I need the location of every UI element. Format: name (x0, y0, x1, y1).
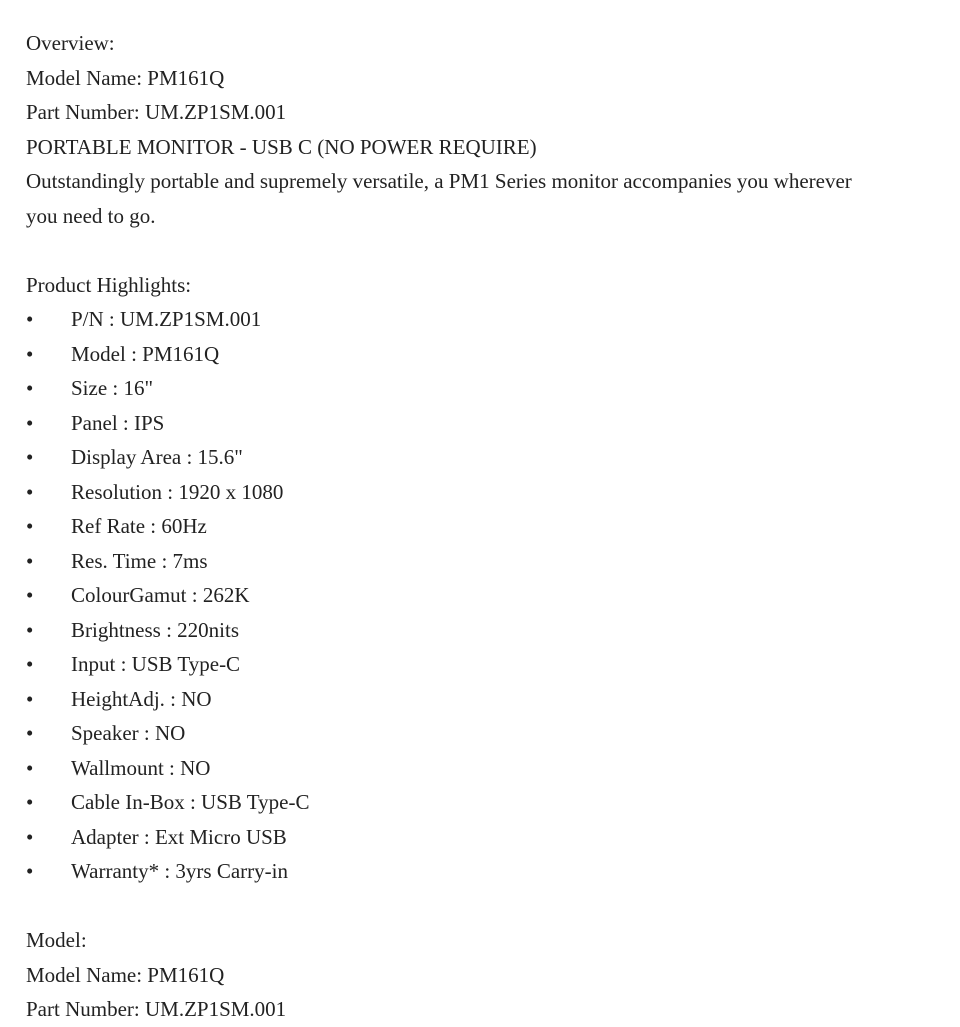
highlight-item-text: Model : PM161Q (71, 341, 220, 366)
model-model-name: Model Name: PM161Q (26, 962, 225, 987)
highlight-item-text: HeightAdj. : NO (71, 686, 212, 711)
product-title: PORTABLE MONITOR - USB C (NO POWER REQUIRE) (26, 134, 537, 159)
highlight-item (26, 371, 926, 406)
overview-part-number: Part Number: UM.ZP1SM.001 (26, 100, 287, 124)
bullet-icon: • (26, 755, 34, 780)
bullet-icon: • (26, 790, 34, 814)
overview-model-name: Model Name: PM161Q (26, 65, 225, 90)
highlight-item-text: Adapter : Ext Micro USB (71, 824, 287, 849)
highlight-item-text: Speaker : NO (71, 721, 186, 745)
highlight-item-text: Res. Time : 7ms (71, 548, 208, 573)
overview-heading: Overview: (26, 31, 115, 55)
bullet-icon: • (26, 514, 34, 538)
bullet-icon: • (26, 721, 34, 745)
bullet-icon: • (26, 824, 34, 849)
bullet-icon: • (26, 445, 34, 469)
highlight-item (26, 682, 926, 717)
bullet-icon: • (26, 307, 34, 331)
bullet-icon: • (26, 376, 34, 400)
highlight-item (26, 302, 926, 337)
bullet-icon: • (26, 548, 34, 573)
highlight-item (26, 751, 926, 786)
highlight-item (26, 509, 926, 544)
highlight-item (26, 544, 926, 579)
highlight-item (26, 440, 926, 475)
product-description-text: Outstandingly portable and supremely versatile, a PM1 Series monitor accompanies you wherever you need to go. (26, 169, 852, 228)
highlight-item-text: Input : USB Type-C (71, 652, 241, 676)
highlight-item-text: Cable In-Box : USB Type-C (71, 790, 310, 814)
highlight-item (26, 647, 926, 682)
highlights-heading: Product Highlights: (26, 272, 192, 297)
highlight-item-text: Display Area : 15.6" (71, 445, 243, 469)
highlight-item (26, 820, 926, 855)
bullet-icon: • (26, 410, 34, 435)
highlight-item (26, 854, 926, 889)
model-heading: Model: (26, 928, 87, 952)
bullet-icon: • (26, 479, 34, 504)
highlight-item (26, 785, 926, 820)
highlight-item-text: Warranty* : 3yrs Carry-in (71, 859, 288, 883)
highlight-item-text: Wallmount : NO (71, 755, 211, 780)
bullet-icon: • (26, 341, 34, 366)
highlight-item-text: Resolution : 1920 x 1080 (71, 479, 284, 504)
highlight-item-text: Panel : IPS (71, 410, 165, 435)
bullet-icon: • (26, 686, 34, 711)
highlight-item-text: ColourGamut : 262K (71, 583, 250, 607)
highlight-item (26, 406, 926, 441)
section-spacer (26, 233, 926, 268)
highlight-item-text: P/N : UM.ZP1SM.001 (71, 307, 262, 331)
model-part-number: Part Number: UM.ZP1SM.001 (26, 997, 287, 1021)
highlight-item-text: Size : 16" (71, 376, 154, 400)
highlight-item-text: Ref Rate : 60Hz (71, 514, 207, 538)
highlight-item (26, 475, 926, 510)
product-description (26, 26, 926, 1027)
highlight-item (26, 716, 926, 751)
highlight-item (26, 578, 926, 613)
bullet-icon: • (26, 652, 34, 676)
highlights-list (26, 302, 926, 889)
highlight-item-text: Brightness : 220nits (71, 617, 240, 642)
bullet-icon: • (26, 859, 34, 883)
bullet-icon: • (26, 583, 34, 607)
bullet-icon: • (26, 617, 34, 642)
highlight-item (26, 337, 926, 372)
highlight-item (26, 613, 926, 648)
section-spacer (26, 889, 926, 924)
